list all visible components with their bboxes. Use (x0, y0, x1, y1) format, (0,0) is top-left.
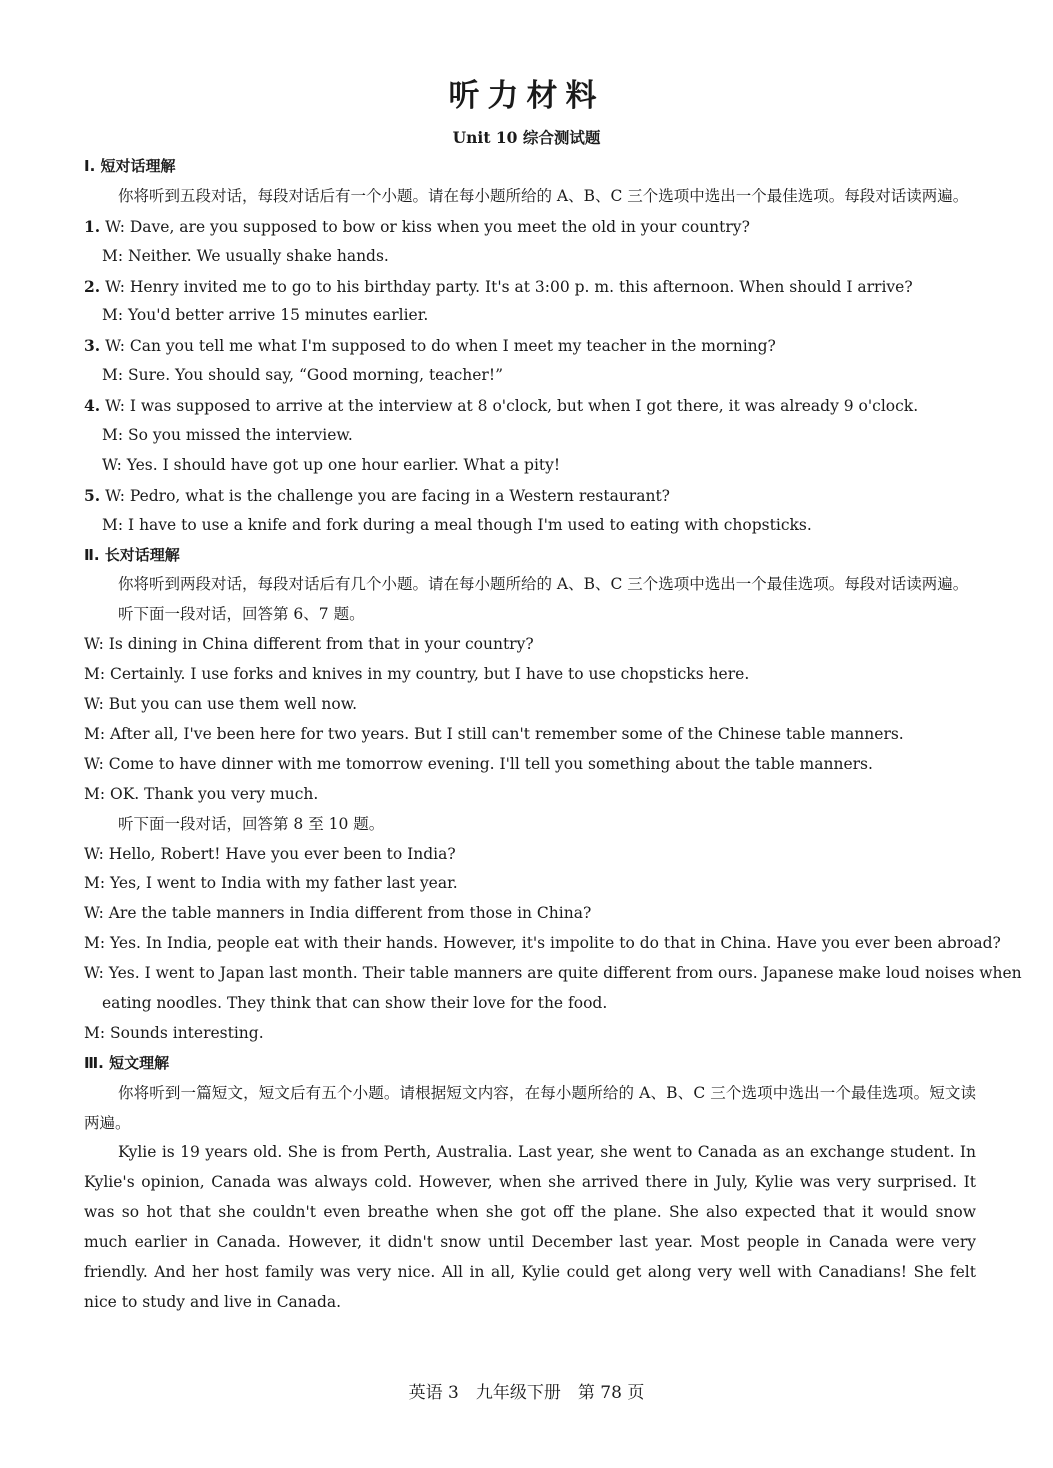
page-subtitle: Unit 10 综合测试题 (452, 128, 601, 147)
dialog-line: W: Are the table manners in India different from those in China? (84, 904, 592, 923)
dialog-line: M: Sounds interesting. (84, 1023, 264, 1042)
dialog-1-intro: 听下面一段对话，回答第 6、7 题。 (118, 605, 365, 624)
dialog-line: W: Is dining in China different from that in your country? (84, 635, 534, 654)
passage-text: Kylie is 19 years old. She is from Perth, Australia. Last year, she went to Canada as an exchange student. In Kylie's opinion, Canada was always cold. However, when she arrived there in July, Kylie was very surprised. It was so hot that she couldn't even breathe when she got off the plane. She also expected that it would snow much earlier in Canada. However, it didn't snow until December last year. Most people in Canada were very friendly. And her host family was very nice. All in all, Kylie could get along very well with Canadians! She felt nice to study and live in Canada. (84, 1143, 976, 1311)
item-number: 5. (84, 485, 101, 505)
dialog-2-intro: 听下面一段对话，回答第 8 至 10 题。 (118, 814, 385, 833)
content (84, 152, 1022, 1318)
dialog-line: W: Henry invited me to go to his birthday party. It's at 3:00 p. m. this afternoon. When should I arrive? (105, 277, 913, 296)
dialog-line: W: Can you tell me what I'm supposed to do when I meet my teacher in the morning? (105, 337, 776, 356)
dialog-line: W: I was supposed to arrive at the interview at 8 o'clock, but when I got there, it was already 9 o'clock. (105, 397, 919, 416)
item-number: 2. (84, 276, 101, 296)
section-1-instruction: 你将听到五段对话，每段对话后有一个小题。请在每小题所给的 A、B、C 三个选项中选出一个最佳选项。每段对话读两遍。 (118, 186, 969, 205)
dialog-item-1 (84, 212, 976, 242)
dialog-line: M: After all, I've been here for two years. But I still can't remember some of the Chinese table manners. (84, 724, 904, 743)
dialog-line: W: Come to have dinner with me tomorrow evening. I'll tell you something about the table manners. (84, 754, 873, 773)
dialog-line: M: So you missed the interview. (102, 426, 353, 445)
dialog-line: M: Yes, I went to India with my father last year. (84, 874, 458, 893)
dialog-item-2 (84, 272, 976, 302)
page-footer: 英语 3 九年级下册 第 78 页 (408, 1383, 645, 1403)
dialog-line: M: Neither. We usually shake hands. (102, 246, 389, 265)
item-number: 1. (84, 216, 101, 236)
item-number: 4. (84, 396, 101, 416)
dialog-line: M: Certainly. I use forks and knives in my country, but I have to use chopsticks here. (84, 665, 750, 684)
dialog-item-3 (84, 331, 976, 361)
dialog-item-4 (84, 391, 976, 421)
dialog-line: W: Hello, Robert! Have you ever been to India? (84, 844, 456, 863)
section-2-heading: Ⅱ. 长对话理解 (84, 545, 180, 564)
dialog-line: W: But you can use them well now. (84, 695, 358, 714)
page-title: 听力材料 (448, 78, 605, 114)
section-1-heading: Ⅰ. 短对话理解 (84, 157, 176, 175)
dialog-line: M: OK. Thank you very much. (84, 784, 319, 803)
dialog-line: M: I have to use a knife and fork during a meal though I'm used to eating with chopsticks. (102, 515, 812, 534)
dialog-line: M: You'd better arrive 15 minutes earlier. (102, 306, 429, 325)
dialog-item-5 (84, 481, 976, 511)
section-3-heading: Ⅲ. 短文理解 (84, 1053, 170, 1072)
dialog-line: W: Yes. I should have got up one hour earlier. What a pity! (102, 455, 561, 474)
dialog-line: eating noodles. They think that can show their love for the food. (102, 993, 608, 1012)
section-3-instruction: 你将听到一篇短文，短文后有五个小题。请根据短文内容，在每小题所给的 A、B、C 三个选项中选出一个最佳选项。短文读两遍。 (84, 1083, 976, 1132)
section-2-instruction: 你将听到两段对话，每段对话后有几个小题。请在每小题所给的 A、B、C 三个选项中选出一个最佳选项。每段对话读两遍。 (118, 575, 969, 594)
dialog-line: W: Dave, are you supposed to bow or kiss when you meet the old in your country? (105, 217, 750, 236)
dialog-line: M: Yes. In India, people eat with their hands. However, it's impolite to do that in China. Have you ever been abroad? (84, 934, 1001, 953)
dialog-line: W: Pedro, what is the challenge you are facing in a Western restaurant? (105, 486, 670, 505)
dialog-line: M: Sure. You should say, “Good morning, teacher!” (102, 366, 503, 385)
dialog-line: W: Yes. I went to Japan last month. Their table manners are quite different from ours. Japanese make loud noises when (84, 964, 1022, 983)
item-number: 3. (84, 336, 101, 356)
